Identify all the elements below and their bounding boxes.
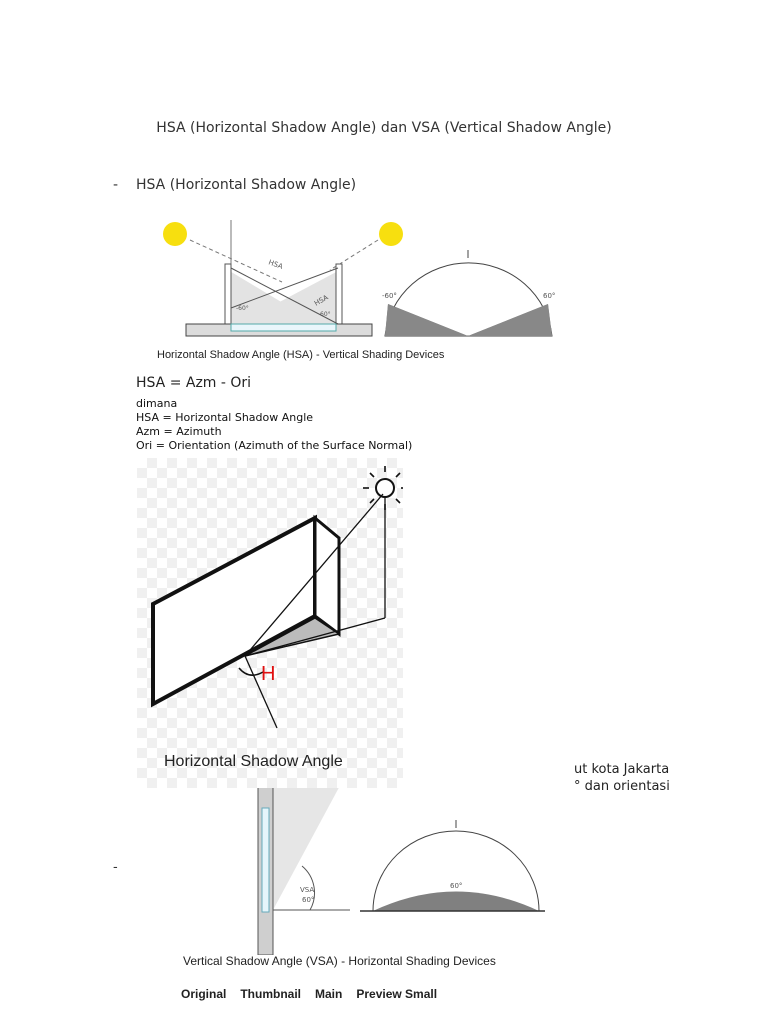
- sketch-box-face: [153, 518, 315, 704]
- sun-right-icon: [379, 222, 403, 246]
- sun-left-icon: [163, 222, 187, 246]
- definitions-list: [136, 397, 412, 453]
- definition-item: Ori = Orientation (Azimuth of the Surface Normal): [136, 439, 413, 452]
- figure3-caption: Vertical Shadow Angle (VSA) - Horizontal Shading Devices: [183, 954, 496, 968]
- bullet-marker: -: [113, 177, 119, 193]
- fig1-label-hsa-b: HSA: [313, 293, 330, 308]
- figure2-caption: Horizontal Shadow Angle: [164, 753, 343, 770]
- link-original[interactable]: Original: [181, 987, 227, 1001]
- fig3-dome-deg: 60°: [450, 882, 463, 890]
- link-preview-small[interactable]: Preview Small: [356, 987, 438, 1001]
- hsa-vertical-shading-figure: [150, 212, 560, 342]
- right-fin: [336, 264, 342, 324]
- vsa-horizontal-shading-figure: [240, 780, 550, 955]
- page-title: HSA (Horizontal Shadow Angle) dan VSA (Vertical Shadow Angle): [156, 120, 612, 136]
- sketch-sun-icon: [376, 479, 394, 497]
- link-thumbnail[interactable]: Thumbnail: [240, 987, 302, 1001]
- definition-item: HSA = Horizontal Shadow Angle: [136, 411, 314, 424]
- definition-item: dimana: [136, 397, 178, 410]
- partial-text-line-2: ° dan orientasi: [574, 779, 670, 794]
- figure1-caption: Horizontal Shadow Angle (HSA) - Vertical Shading Devices: [157, 349, 445, 361]
- fig1-label-ang-right: 60°: [320, 311, 331, 318]
- fig1-label-ang-left: -60°: [236, 305, 249, 312]
- window-glass: [231, 324, 336, 331]
- link-main[interactable]: Main: [315, 987, 343, 1001]
- sketch-drawing: [137, 458, 403, 788]
- fig3-label-vsa: VSA: [300, 886, 315, 894]
- horizontal-shadow-angle-sketch: [137, 458, 403, 788]
- second-bullet-marker: -: [113, 860, 118, 875]
- fig1-dome-right: 60°: [543, 292, 556, 300]
- fig1-dome-left: -60°: [382, 292, 397, 300]
- definition-item: Azm = Azimuth: [136, 425, 222, 438]
- sketch-angle-label: H: [261, 663, 276, 685]
- left-fin: [225, 264, 231, 324]
- hsa-formula: HSA = Azm - Ori: [136, 375, 252, 391]
- section-heading: HSA (Horizontal Shadow Angle): [136, 177, 357, 193]
- image-size-links: [181, 987, 437, 1001]
- fig3-label-vsa-deg: 60°: [302, 896, 315, 904]
- sketch-box-side: [315, 518, 339, 634]
- fig1-label-hsa-a: HSA: [267, 258, 284, 271]
- partial-text-line-1: ut kota Jakarta: [574, 762, 670, 777]
- vsa-window: [262, 808, 269, 912]
